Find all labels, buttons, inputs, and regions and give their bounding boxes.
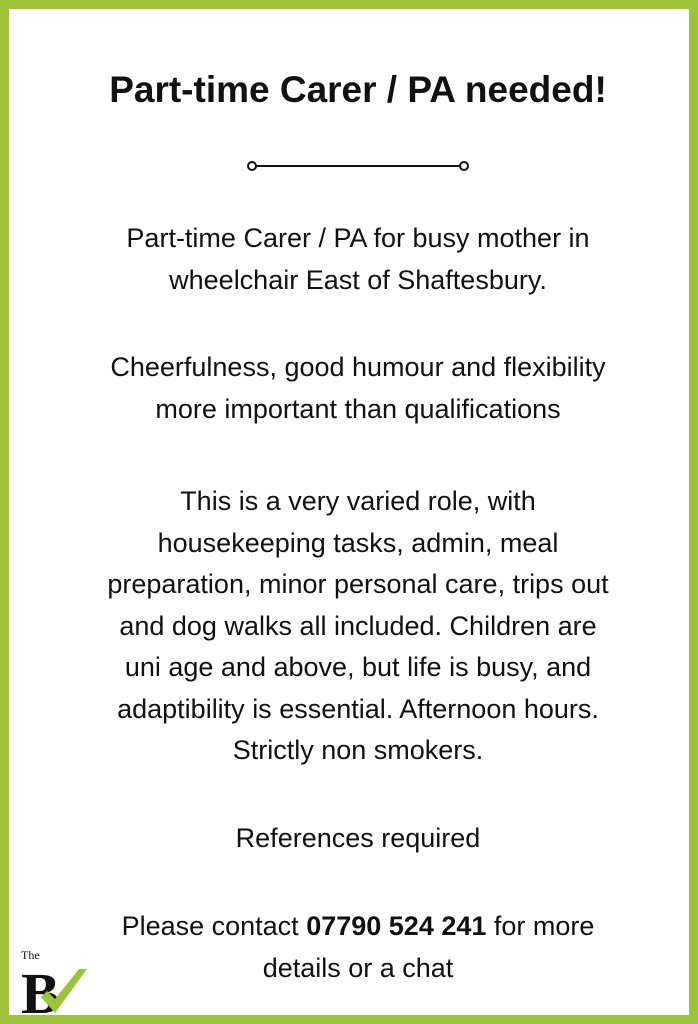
duties-line: Strictly non smokers. [232, 735, 484, 765]
duties-line: This is a very varied role, with [180, 486, 536, 516]
qualities-line: Cheerfulness, good humour and flexibility [110, 352, 606, 382]
logo-small-text: The [21, 948, 40, 962]
qualities-line: more important than qualifications [155, 393, 561, 424]
duties-line: uni age and above, but life is busy, and [124, 652, 592, 682]
duties-text [49, 481, 667, 772]
contact-suffix: for more [486, 911, 595, 941]
contact-line: details or a chat [262, 952, 454, 983]
logo-letter: B [21, 961, 60, 1023]
role-line: wheelchair East of Shaftesbury. [169, 264, 547, 295]
role-line: Part-time Carer / PA for busy mother in [126, 223, 590, 253]
duties-line: housekeeping tasks, admin, meal [157, 527, 559, 558]
duties-line: preparation, minor personal care, trips out [107, 569, 609, 599]
brand-logo [19, 947, 91, 1023]
references-text: References required [235, 823, 481, 853]
page-title: Part-time Carer / PA needed! [109, 69, 607, 110]
role-description [49, 218, 667, 301]
duties-line: and dog walks all included. Children are [119, 610, 597, 641]
duties-line: adaptibility is essential. Afternoon hours. [117, 693, 599, 724]
phone-number: 07790 524 241 [306, 911, 487, 941]
contact-prefix: Please contact [121, 911, 307, 941]
divider-line [246, 159, 470, 173]
contact-text [49, 906, 667, 989]
qualities-text [49, 347, 667, 430]
